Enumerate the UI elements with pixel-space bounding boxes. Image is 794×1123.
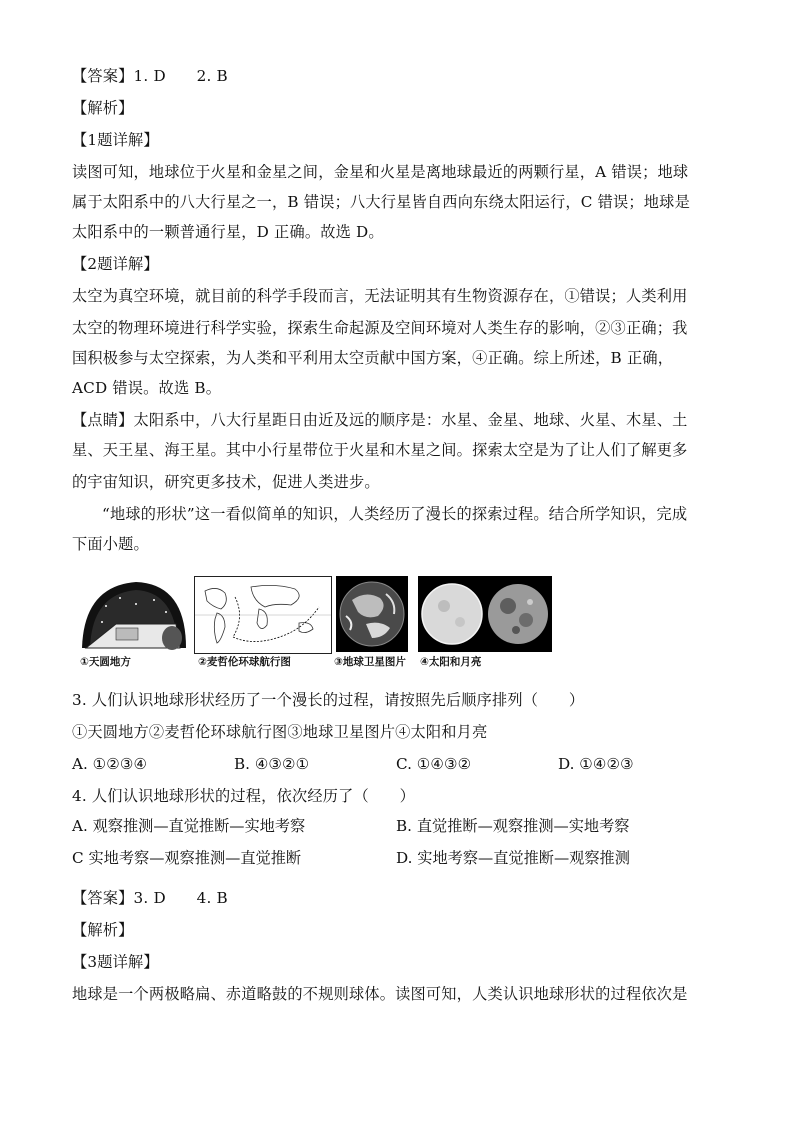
q4-option-c[interactable]: C 实地考察—观察推测—直觉推断	[72, 849, 302, 867]
q4-option-b[interactable]: B. 直觉推断—观察推测—实地考察	[396, 817, 630, 835]
magellan-route-map	[195, 577, 331, 653]
tip-text-line: 的宇宙知识，研究更多技术，促进人类进步。	[72, 473, 380, 491]
earth-satellite-image	[336, 576, 408, 652]
q2-text-line: 太空为真空环境，就目前的科学手段而言，无法证明其有生物资源存在，①错误；人类利用	[72, 287, 688, 305]
figure-row	[76, 576, 552, 670]
q3-option-c[interactable]: C. ①④③②	[396, 755, 472, 773]
answer-line-3-4: 【答案】3. D 4. B	[72, 889, 228, 907]
q3-stem: 3. 人们认识地球形状经历了一个漫长的过程，请按照先后顺序排列（ ）	[72, 691, 585, 709]
q4-stem: 4. 人们认识地球形状的过程，依次经历了（ ）	[72, 787, 416, 805]
intro-text-line: “地球的形状”这一看似简单的知识，人类经历了漫长的探索过程。结合所学知识，完成	[102, 505, 688, 523]
figure-earth-satellite	[336, 576, 408, 652]
q3-option-a[interactable]: A. ①②③④	[72, 755, 148, 773]
figure-magellan-map	[194, 576, 332, 654]
q1-text-line: 属于太阳系中的八大行星之一，B 错误；八大行星皆自西向东绕太阳运行，C 错误；地球是	[72, 193, 690, 211]
q2-text-line: 太空的物理环境进行科学实验，探索生命起源及空间环境对人类生存的影响，②③正确；我	[72, 319, 688, 337]
q2-detail-heading: 【2题详解】	[72, 255, 159, 273]
q4-options-row2	[72, 848, 722, 868]
figure-sun-moon	[418, 576, 552, 652]
q1-detail-heading: 【1题详解】	[72, 131, 159, 149]
intro-text-line: 下面小题。	[72, 535, 149, 553]
figure-caption: ③地球卫星图片	[334, 656, 406, 668]
q2-text-line: ACD 错误。故选 B。	[72, 379, 222, 397]
tip-text-line: 星、天王星、海王星。其中小行星带位于火星和木星之间。探索太空是为了让人们了解更多	[72, 441, 688, 459]
q3-items: ①天圆地方②麦哲伦环球航行图③地球卫星图片④太阳和月亮	[72, 723, 488, 741]
analysis-heading: 【解析】	[72, 99, 134, 117]
q3-option-b[interactable]: B. ④③②①	[234, 755, 310, 773]
heaven-dome-illustration	[76, 576, 188, 652]
q1-text-line: 读图可知，地球位于火星和金星之间，金星和火星是离地球最近的两颗行星，A 错误；地球	[72, 163, 689, 181]
analysis-heading: 【解析】	[72, 921, 134, 939]
q4-options-row1	[72, 816, 722, 836]
figure-caption: ②麦哲伦环球航行图	[198, 656, 291, 668]
q3-option-d[interactable]: D. ①④②③	[558, 755, 634, 773]
q4-option-d[interactable]: D. 实地考察—直觉推断—观察推测	[396, 849, 630, 867]
q3-options	[72, 754, 722, 774]
q1-text-line: 太阳系中的一颗普通行星，D 正确。故选 D。	[72, 223, 384, 241]
answer-line-1-2: 【答案】1. D 2. B	[72, 67, 228, 85]
q3-detail-text-line: 地球是一个两极略扁、赤道略鼓的不规则球体。读图可知，人类认识地球形状的过程依次是	[72, 985, 688, 1003]
q3-detail-heading: 【3题详解】	[72, 953, 159, 971]
figure-caption: ①天圆地方	[80, 656, 131, 668]
q2-text-line: 国积极参与太空探索，为人类和平利用太空贡献中国方案，④正确。综上所述，B 正确，	[72, 349, 674, 367]
sun-moon-image	[418, 576, 552, 652]
q4-option-a[interactable]: A. 观察推测—直觉推断—实地考察	[72, 817, 306, 835]
figure-heaven-dome	[76, 576, 188, 652]
tip-text-line: 【点睛】太阳系中，八大行星距日由近及远的顺序是：水星、金星、地球、火星、木星、土	[72, 411, 688, 429]
figure-caption: ④太阳和月亮	[420, 656, 482, 668]
